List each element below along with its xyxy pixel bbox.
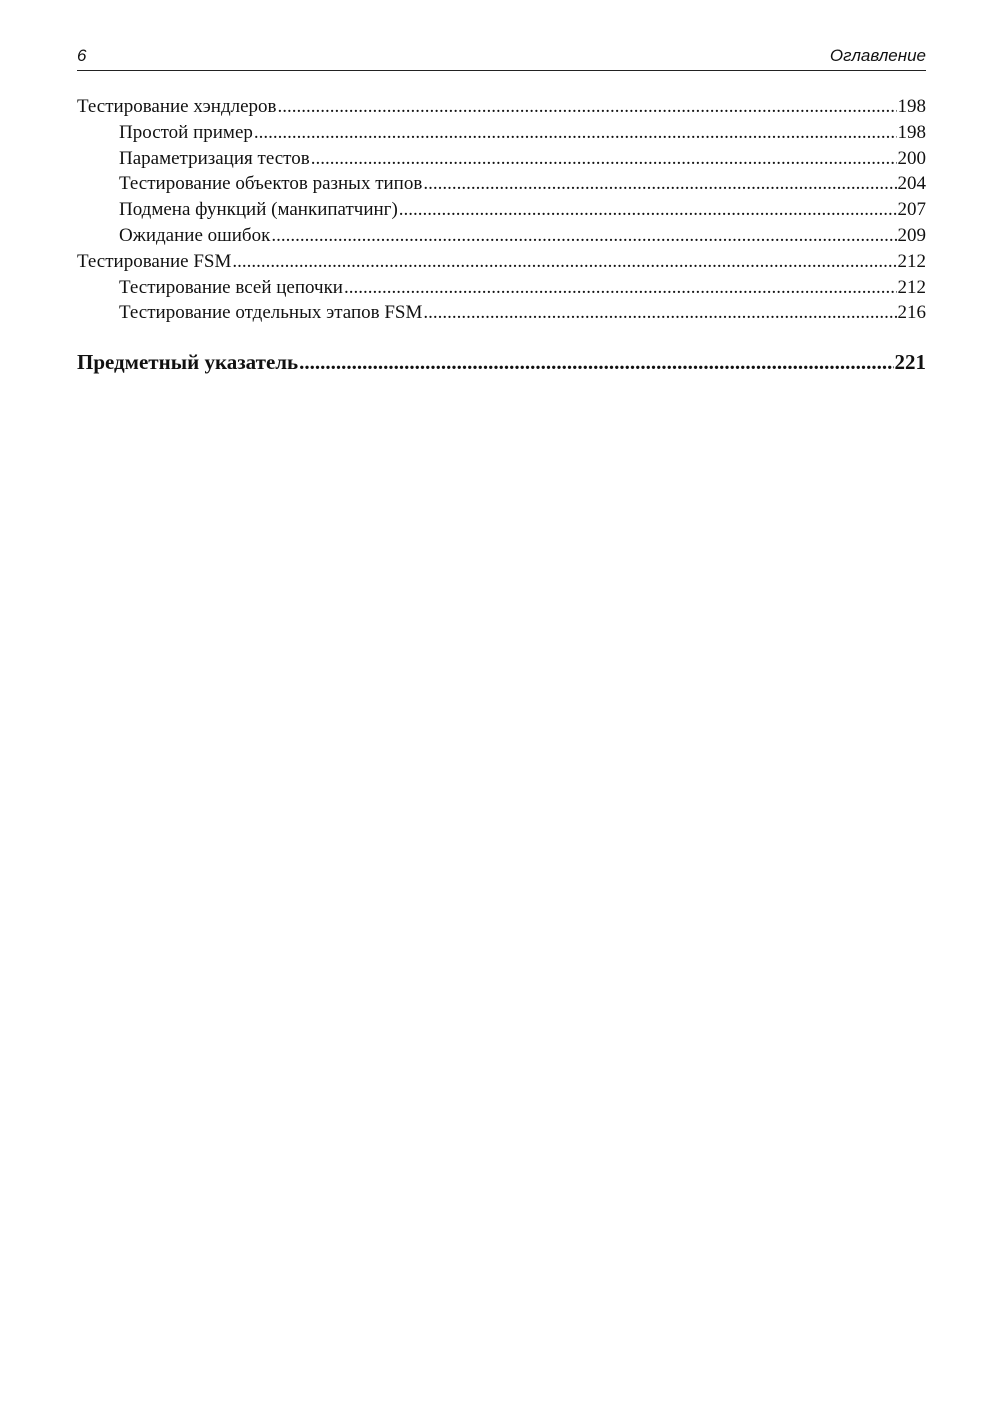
- toc-entry-title: Простой пример: [119, 121, 253, 143]
- dot-leader: [423, 171, 896, 197]
- toc-entry-title: Тестирование отдельных этапов FSM: [119, 302, 423, 324]
- toc-entry-page: 204: [897, 173, 926, 195]
- toc-entry-testing-whole-chain[interactable]: [77, 275, 926, 301]
- toc-entry-testing-handlers[interactable]: [77, 94, 926, 120]
- toc-entry-page: 198: [897, 121, 926, 143]
- toc-entry-title: Предметный указатель: [77, 350, 299, 375]
- toc-entry-testing-fsm[interactable]: [77, 249, 926, 275]
- toc-entry-page: 216: [897, 302, 926, 324]
- toc-entry-page: 212: [897, 276, 926, 298]
- toc-entry-simple-example[interactable]: [77, 120, 926, 146]
- dot-leader: [311, 146, 897, 172]
- table-of-contents: [77, 94, 926, 377]
- dot-leader: [423, 300, 896, 326]
- dot-leader: [278, 94, 897, 120]
- toc-entry-expecting-errors[interactable]: [77, 223, 926, 249]
- dot-leader: [399, 197, 897, 223]
- toc-entry-title: Тестирование объектов разных типов: [119, 173, 423, 195]
- toc-entry-test-parametrization[interactable]: [77, 146, 926, 172]
- toc-entry-title: Параметризация тестов: [119, 147, 310, 169]
- toc-entry-testing-fsm-stages[interactable]: [77, 300, 926, 326]
- toc-entry-page: 221: [894, 350, 926, 375]
- toc-entry-page: 200: [897, 147, 926, 169]
- toc-entry-page: 207: [897, 199, 926, 221]
- dot-leader: [299, 347, 893, 377]
- toc-entry-testing-object-types[interactable]: [77, 171, 926, 197]
- dot-leader: [344, 275, 897, 301]
- toc-entry-page: 198: [897, 96, 926, 117]
- page-header: [77, 44, 926, 71]
- section-title: Оглавление: [829, 46, 926, 65]
- dot-leader: [271, 223, 896, 249]
- toc-entry-title: Тестирование FSM: [77, 250, 232, 272]
- toc-entry-subject-index[interactable]: [77, 347, 926, 377]
- toc-entry-title: Подмена функций (манкипатчинг): [119, 199, 398, 221]
- toc-entry-title: Ожидание ошибок: [119, 224, 271, 246]
- toc-entry-title: Тестирование хэндлеров: [77, 96, 277, 117]
- toc-entry-monkeypatching[interactable]: [77, 197, 926, 223]
- toc-entry-title: Тестирование всей цепочки: [119, 276, 343, 298]
- page-number: 6: [77, 46, 87, 65]
- toc-entry-page: 212: [897, 250, 926, 272]
- toc-entry-page: 209: [897, 224, 926, 246]
- dot-leader: [232, 249, 896, 275]
- dot-leader: [254, 120, 897, 146]
